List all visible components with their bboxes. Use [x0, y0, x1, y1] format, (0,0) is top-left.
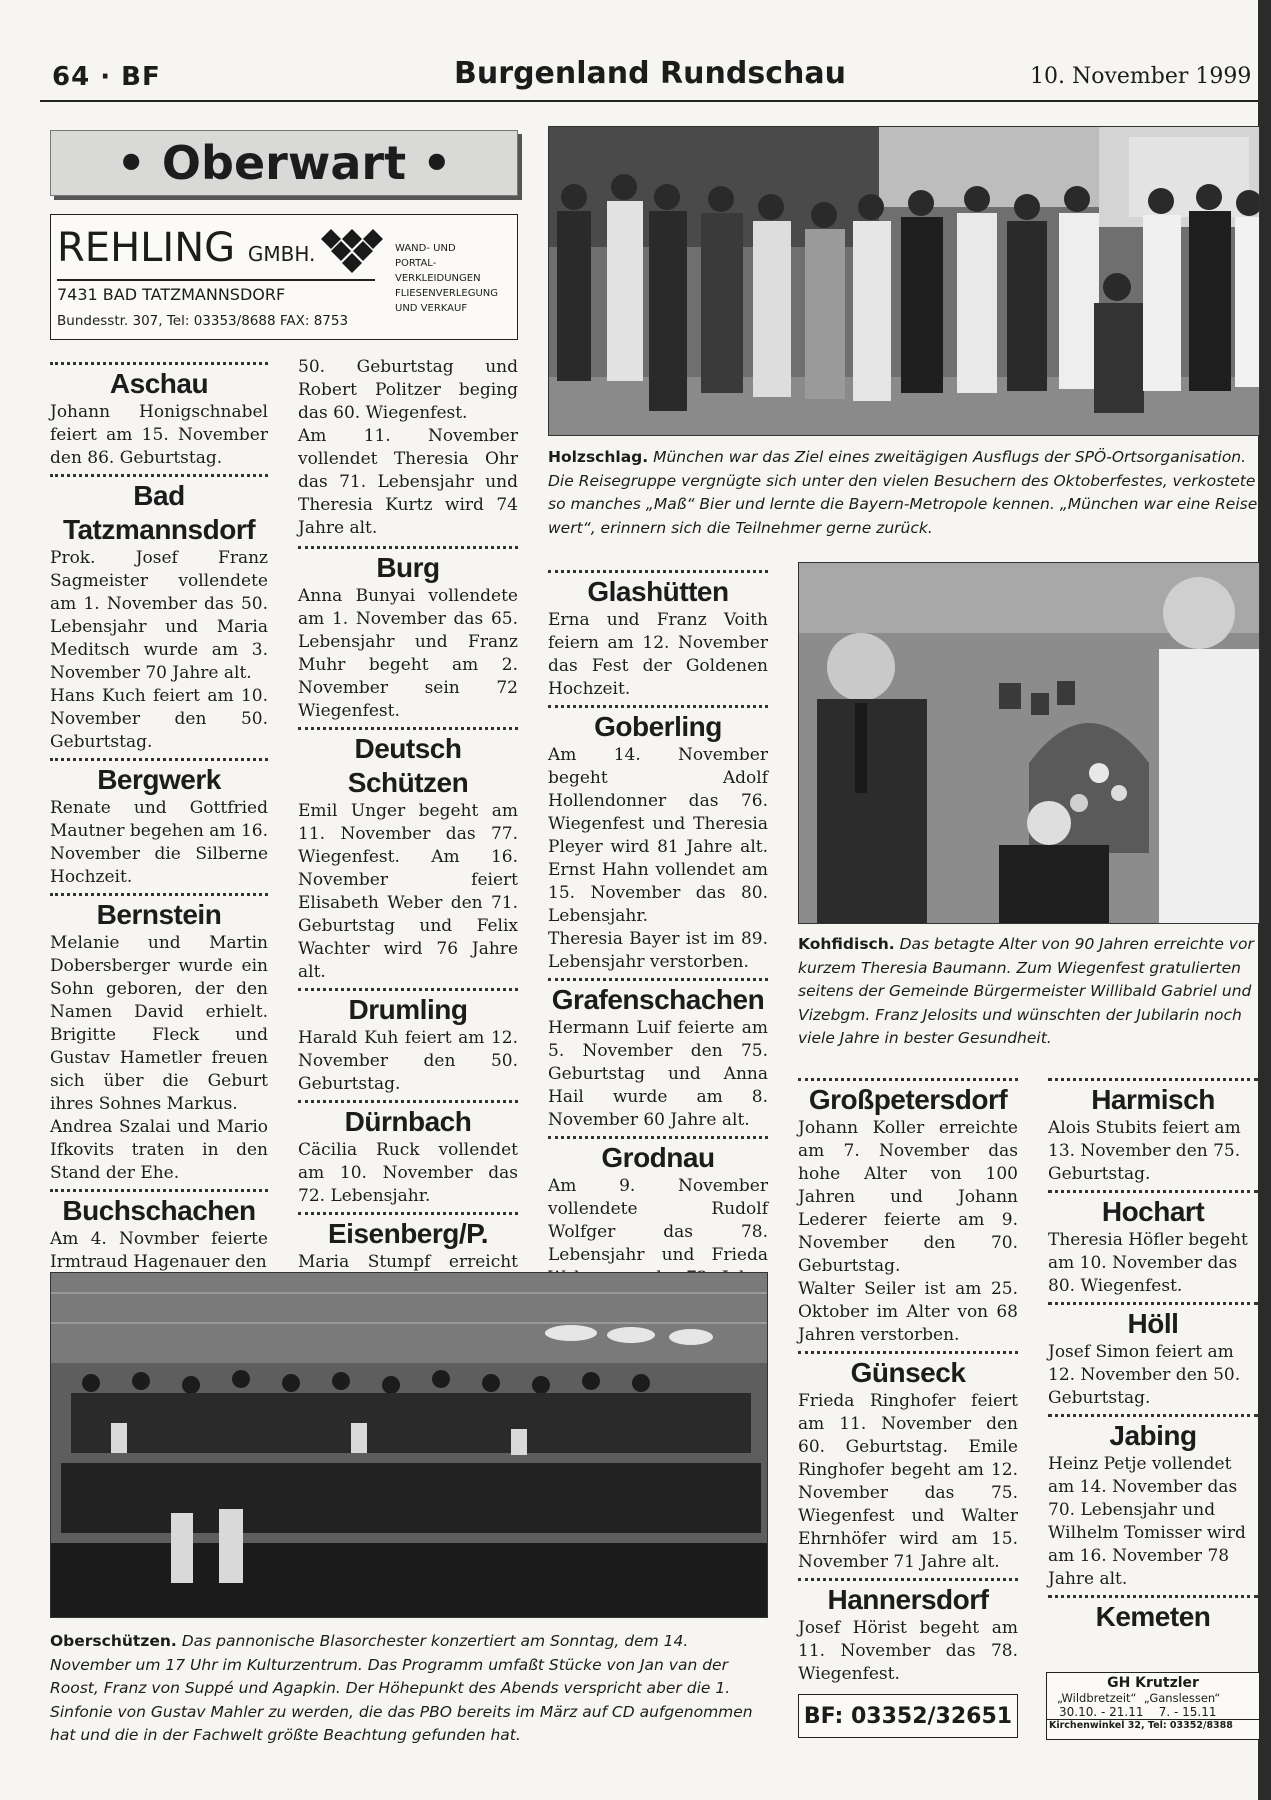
jubilee-photo-image [799, 563, 1259, 923]
article-text: 50. Geburtstag und Robert Politzer beging das 60. Wiegenfest. [298, 357, 518, 423]
diamond-logo-icon [321, 229, 383, 273]
article-text: Cäcilia Ruck vollendet am 10. November das 72. Lebensjahr. [298, 1140, 518, 1206]
ad-divider [57, 279, 375, 281]
group-photo-image [549, 127, 1259, 435]
town-heading: Hannersdorf [827, 1584, 989, 1615]
dotted-separator [798, 1078, 1018, 1081]
dotted-separator [298, 727, 518, 730]
dotted-separator [298, 546, 518, 549]
dotted-separator [798, 1578, 1018, 1581]
ad-company-name: REHLING GMBH. [57, 225, 316, 271]
photo-holzschlag-group [548, 126, 1260, 436]
photo-oberschuetzen-orchestra [50, 1272, 768, 1618]
section-banner [50, 130, 518, 196]
caption-place: Oberschützen. [50, 1632, 177, 1650]
town-heading: Grafenschachen [551, 984, 765, 1015]
town-heading: Grodnau [601, 1142, 715, 1173]
dotted-separator [1048, 1414, 1258, 1417]
dotted-separator [548, 978, 768, 981]
article-text: Johann Koller erreichte am 7. November das hohe Alter von 100 Jahren und Johann Lederer feierte am 9. November den 70. Geburtstag. [798, 1118, 1018, 1276]
list-item [50, 893, 268, 1185]
list-item [1048, 1595, 1258, 1634]
list-item [298, 546, 518, 723]
dotted-separator [798, 1351, 1018, 1354]
article-text: Theresia Bayer ist im 89. Lebensjahr verstorben. [548, 929, 768, 972]
ad-address: Kirchenwinkel 32, Tel: 03352/8388 [1047, 1719, 1259, 1731]
town-heading: Kemeten [1095, 1601, 1211, 1632]
article-text: Anna Bunyai vollendete am 1. November das 65. Lebensjahr und Franz Muhr begeht am 2. November sein 72 Wiegenfest. [298, 586, 518, 721]
column-1 [50, 362, 268, 1274]
column-2 [298, 356, 518, 1343]
list-item [1048, 1078, 1258, 1186]
town-heading: Drumling [348, 994, 468, 1025]
article-text: Harald Kuh feiert am 12. November den 50. Geburtstag. [298, 1028, 518, 1094]
article-text: Hermann Luif feierte am 5. November den 75. Geburtstag und Anna Hail wurde am 8. November 60 Jahre alt. [548, 1018, 768, 1130]
dotted-separator [548, 570, 768, 573]
town-heading: Bad Tatzmannsdorf [62, 480, 256, 545]
article-text: Erna und Franz Voith feiern am 12. November das Fest der Goldenen Hochzeit. [548, 610, 768, 699]
article-text: Am 11. November vollendet Theresia Ohr das 71. Lebensjahr und Theresia Kurtz wird 74 Jahre alt. [298, 426, 518, 538]
list-item [548, 705, 768, 974]
dotted-separator [298, 1212, 518, 1215]
caption-text: München war das Ziel eines zweitägigen Ausflugs der SPÖ-Ortsorganisation. Die Reisegruppe vergnügte sich unter den vielen Besuchern des Oktoberfestes, verkostete so manches „Maß“ Bier und lernte die Bayern-Metropole kennen. „München war eine Reise wert“, erinnern sich die Teilnehmer gerne zurück. [548, 448, 1258, 537]
ad-dates: 30.10. - 21.11 7. - 15.11 [1059, 1705, 1217, 1719]
ad-title: GH Krutzler [1107, 1675, 1199, 1691]
dotted-separator [1048, 1078, 1258, 1081]
gh-krutzler-ad [1046, 1672, 1260, 1740]
caption-kohfidisch [798, 933, 1260, 1051]
issue-date: 10. November 1999 [1030, 64, 1252, 89]
article-text: Am 14. November begeht Adolf Hollendonner das 76. Wiegenfest und Theresia Pleyer wird 81 Jahre alt. Ernst Hahn vollendet am 15. November das 80. Lebensjahr. [548, 745, 768, 926]
dotted-separator [298, 1100, 518, 1103]
article-text: Theresia Höfler begeht am 10. November das 80. Wiegenfest. [1048, 1230, 1248, 1296]
ad-items: „Wildbretzeit“ „Ganslessen“ [1057, 1691, 1221, 1705]
dotted-separator [1048, 1190, 1258, 1193]
article-text: Maria Stumpf erreicht [298, 1252, 518, 1272]
town-heading: Buchschachen [62, 1195, 256, 1226]
list-item [298, 988, 518, 1096]
town-heading: Dürnbach [344, 1106, 472, 1137]
list-item [548, 570, 768, 701]
town-heading: Aschau [109, 368, 209, 399]
caption-text: Das betagte Alter von 90 Jahren erreichte vor kurzem Theresia Baumann. Zum Wiegenfest gratulierten seitens der Gemeinde Bürgermeister Willibald Gabriel und Vizebgm. Franz Jelosits und wünschten der Jubilarin noch viele Jahre in bester Gesundheit. [798, 935, 1254, 1047]
header-rule [40, 100, 1258, 102]
orchestra-photo-image [51, 1273, 767, 1617]
article-text: Am 9. November vollendete Rudolf Wolfger das 78. Lebensjahr und Frieda [548, 1176, 768, 1265]
list-item [1048, 1414, 1258, 1591]
rehling-advertisement [50, 214, 518, 340]
article-text: Hans Kuch feiert am 10. November den 50. Geburtstag. [50, 686, 268, 752]
town-heading: Harmisch [1091, 1084, 1215, 1115]
town-heading: Glashütten [587, 576, 729, 607]
article-text: Emil Unger begeht am 11. November das 77. Wiegenfest. Am 16. November feiert Elisabeth Weber den 71. Geburtstag und Felix Wachter wird 76 Jahre alt. [298, 801, 518, 982]
list-item [50, 1189, 268, 1274]
column-3 [548, 570, 768, 1313]
article-text: Melanie und Martin Dobersberger wurde ein Sohn geboren, der den Namen David erhielt. Brigitte Fleck und Gustav Hametler freuen sich über die Geburt ihres Sohnes Markus. [50, 933, 268, 1114]
page-number: 64 · BF [52, 62, 161, 92]
town-heading: Goberling [594, 711, 722, 742]
caption-holzschlag [548, 446, 1260, 540]
article-text: Johann Honigschnabel feiert am 15. November den 86. Geburtstag. [50, 402, 268, 468]
article-text: Alois Stubits feiert am 13. November den 75. Geburtstag. [1048, 1118, 1241, 1184]
ad-address: Bundesstr. 307, Tel: 03353/8688 FAX: 8753 [57, 313, 349, 329]
column-5 [1048, 1078, 1258, 1634]
list-item [50, 362, 268, 470]
town-heading: Höll [1127, 1308, 1179, 1339]
article-text: Josef Hörist begeht am 11. November das 78. Wiegenfest. [798, 1618, 1018, 1684]
caption-oberschuetzen [50, 1630, 772, 1748]
article-text: Josef Simon feiert am 12. November den 50. Geburtstag. [1048, 1342, 1241, 1408]
town-heading: Eisenberg/P. [327, 1218, 488, 1249]
list-item [50, 758, 268, 889]
dotted-separator [50, 474, 268, 477]
newspaper-title: Burgenland Rundschau [454, 56, 846, 91]
list-item [50, 474, 268, 754]
article-text: Heinz Petje vollendet am 14. November das 70. Lebensjahr und Wilhelm Tomisser wird am 16. November 78 Jahre alt. [1048, 1454, 1246, 1589]
list-item [298, 1100, 518, 1208]
list-item [548, 978, 768, 1132]
section-title: • Oberwart • [116, 136, 452, 190]
town-heading: Jabing [1109, 1420, 1197, 1451]
caption-place: Kohfidisch. [798, 935, 895, 953]
town-heading: Bergwerk [97, 764, 221, 795]
ad-city: 7431 BAD TATZMANNSDORF [57, 285, 286, 304]
list-item [798, 1351, 1018, 1574]
dotted-separator [1048, 1302, 1258, 1305]
article-text: Renate und Gottfried Mautner begehen am 16. November die Silberne Hochzeit. [50, 798, 268, 887]
article-text: Frieda Ringhofer feiert am 11. November den 60. Geburtstag. Emile Ringhofer begeht am 12. November das 75. Wiegenfest und Walter Ehrnhöfer wird am 15. November 71 Jahre alt. [798, 1391, 1018, 1572]
list-item [1048, 1190, 1258, 1298]
dotted-separator [50, 1189, 268, 1192]
town-heading: Deutsch Schützen [347, 733, 469, 798]
town-heading: Burg [376, 552, 440, 583]
dotted-separator [50, 893, 268, 896]
town-heading: Günseck [850, 1357, 966, 1388]
town-heading: Bernstein [96, 899, 222, 930]
photo-kohfidisch [798, 562, 1260, 924]
dotted-separator [548, 1136, 768, 1139]
dotted-separator [1048, 1595, 1258, 1598]
ad-services: WAND- UND PORTAL- VERKLEIDUNGEN FLIESENVERLEGUNG UND VERKAUF [395, 243, 499, 314]
list-item [798, 1578, 1018, 1686]
bf-phone-box: BF: 03352/32651 [798, 1694, 1018, 1738]
article-text: Andrea Szalai und Mario Ifkovits traten in den Stand der Ehe. [50, 1117, 268, 1183]
dotted-separator [50, 362, 268, 365]
article-text: Prok. Josef Franz Sagmeister vollendete am 1. November das 50. Lebensjahr und Maria Meditsch wurde am 3. November 70 Jahre alt. [50, 548, 268, 683]
list-item [1048, 1302, 1258, 1410]
caption-text: Das pannonische Blasorchester konzertiert am Sonntag, dem 14. November um 17 Uhr im Kulturzentrum. Das Programm umfaßt Stücke von Jan van der Roost, Franz von Suppé und Agapkin. Der Höhepunkt des Abends verspricht aber die 1. Sinfonie von Gustav Mahler zu werden, die das PBO bereits im März auf CD aufgenommen hat und die in der Fachwelt größte Beachtung gefunden hat. [50, 1632, 753, 1744]
article-text: Am 4. Novmber feierte Irmtraud Hagenauer den [50, 1229, 268, 1272]
article-text: Walter Seiler ist am 25. Oktober im Alter von 68 Jahren verstorben. [798, 1279, 1018, 1345]
column-4 [798, 1078, 1018, 1686]
dotted-separator [298, 988, 518, 991]
town-heading: Hochart [1101, 1196, 1205, 1227]
dotted-separator [50, 758, 268, 761]
town-heading: Großpetersdorf [808, 1084, 1008, 1115]
caption-place: Holzschlag. [548, 448, 649, 466]
list-item [798, 1078, 1018, 1347]
list-item [298, 727, 518, 984]
dotted-separator [548, 705, 768, 708]
